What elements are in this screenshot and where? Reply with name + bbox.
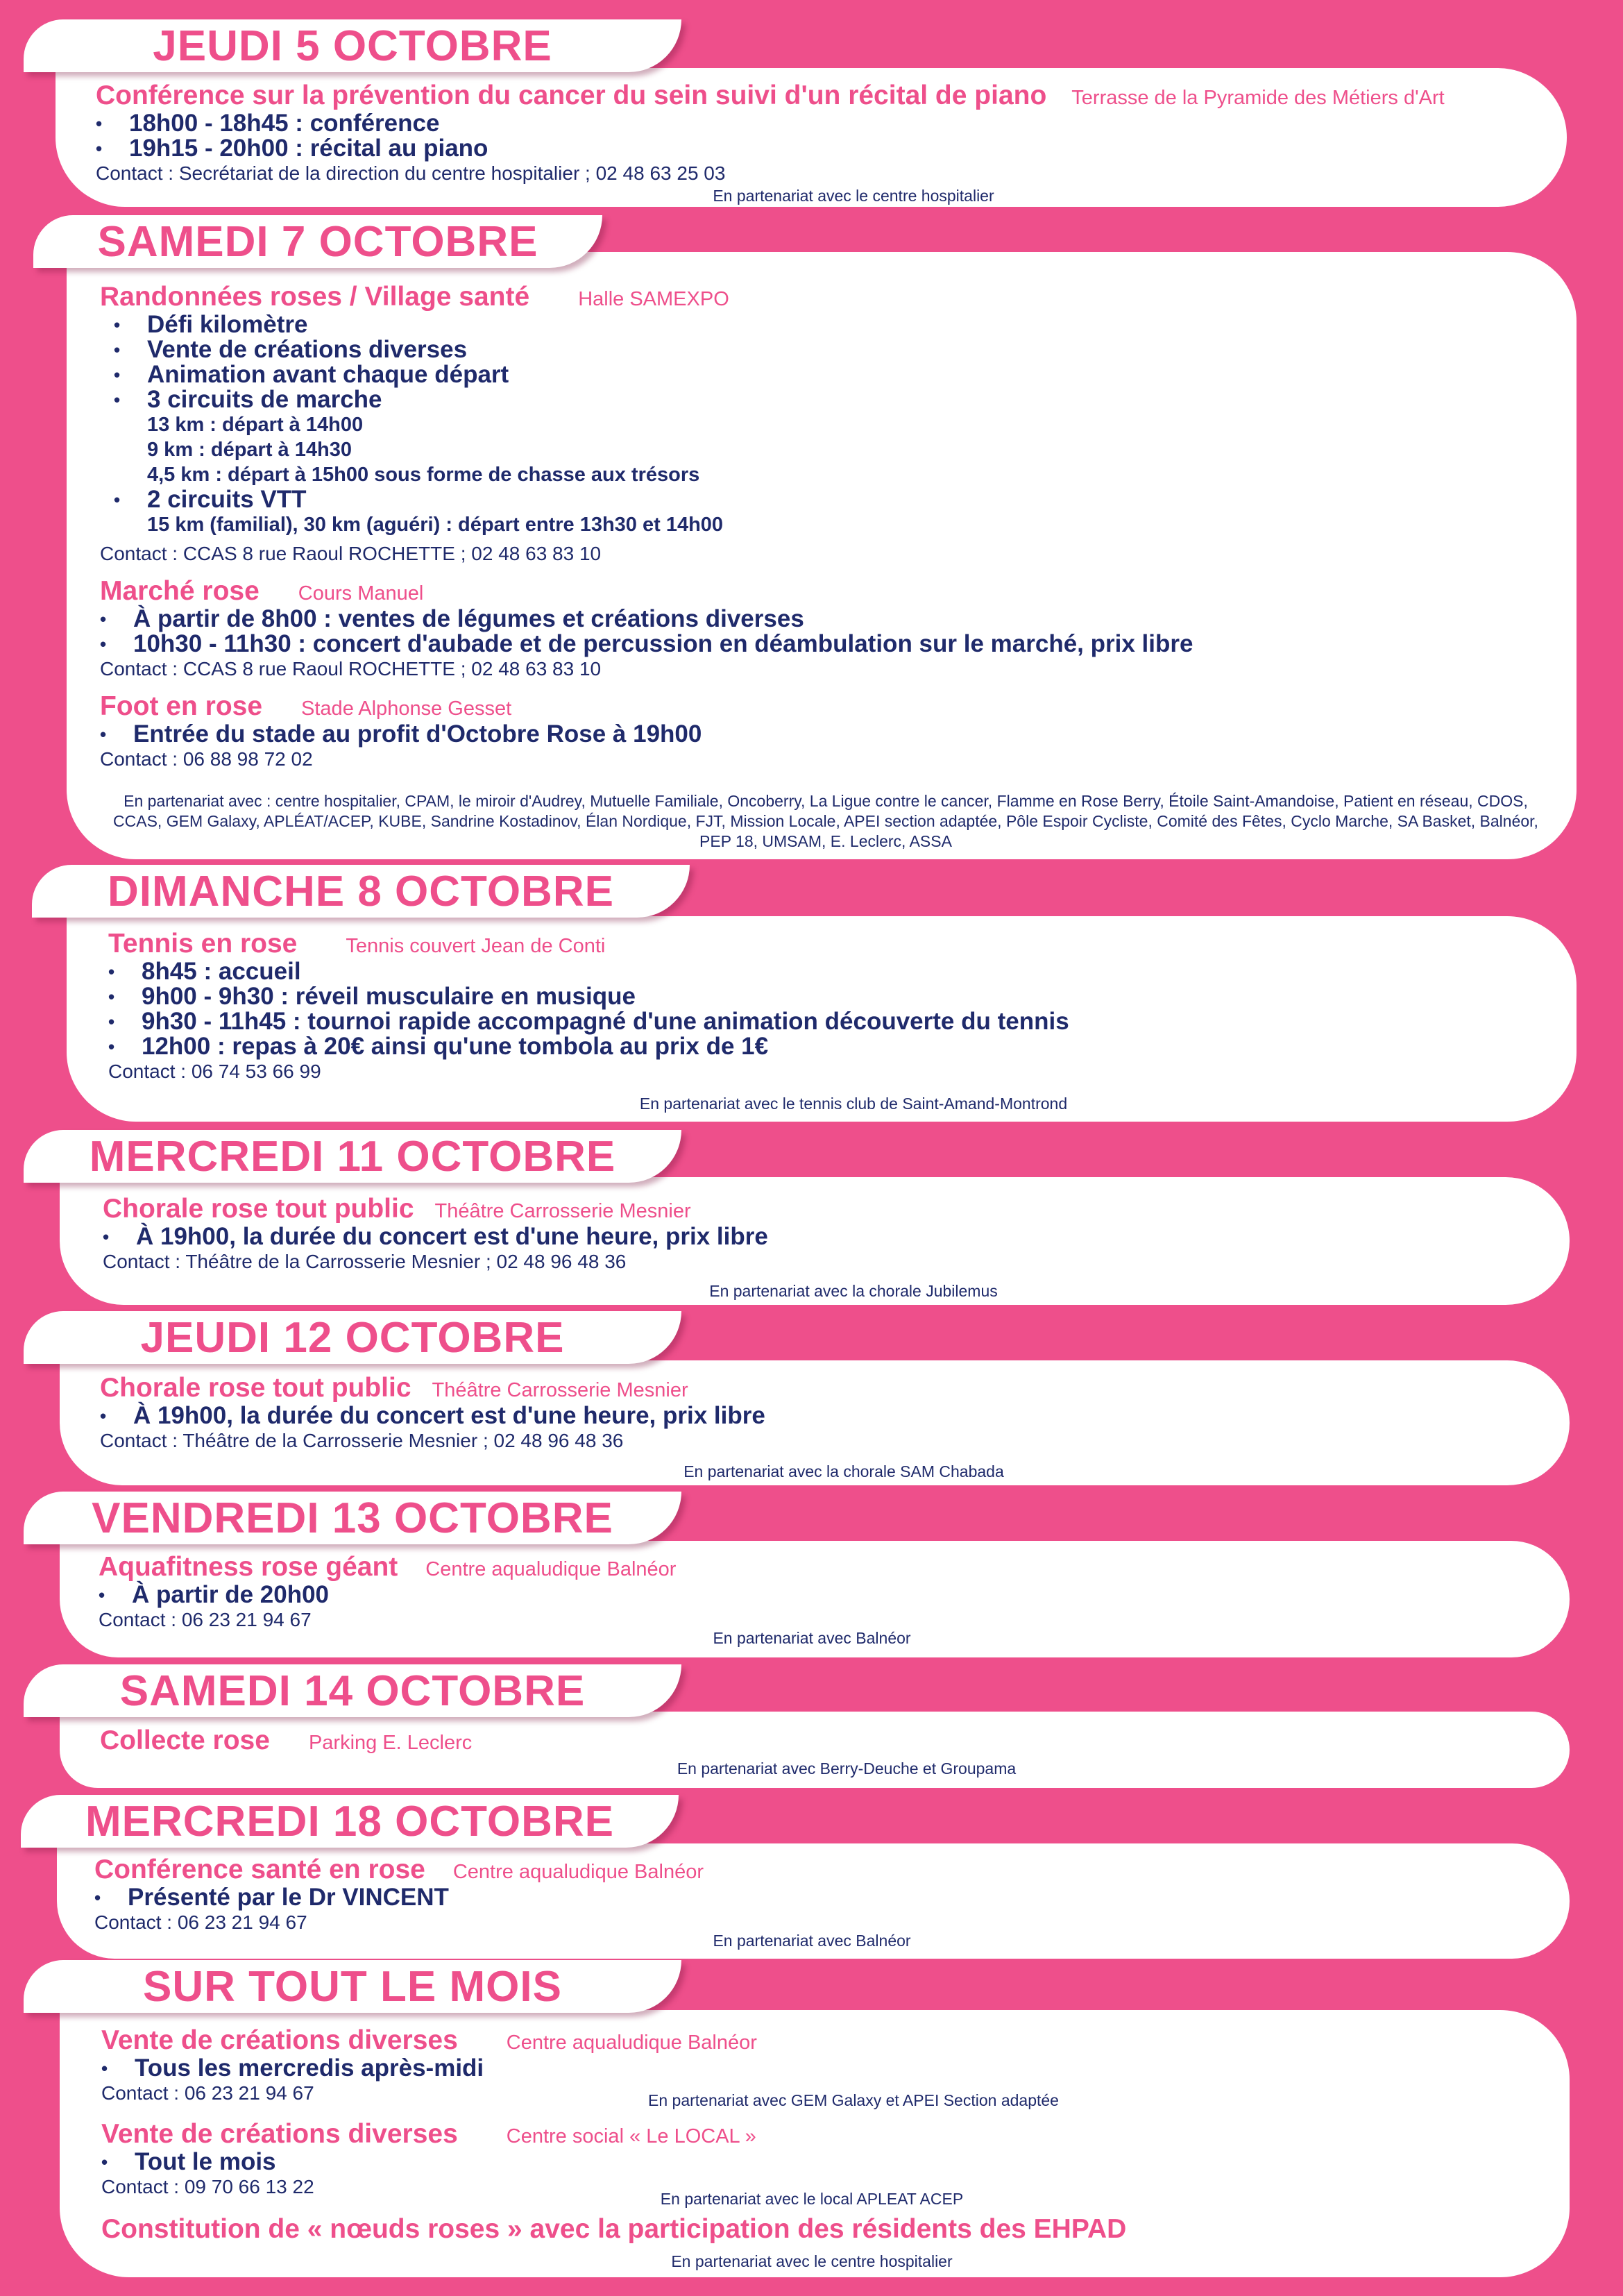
list-item: • Entrée du stade au profit d'Octobre Rose à 19h00 xyxy=(100,720,702,748)
list-item: • 3 circuits de marche xyxy=(114,386,382,413)
walk-circuit: 13 km : départ à 14h00 xyxy=(147,414,364,436)
list-item: • 8h45 : accueil xyxy=(108,958,301,985)
partner-text: En partenariat avec Balnéor xyxy=(713,1932,911,1950)
partner-text: En partenariat avec : centre hospitalier, CPAM, le miroir d'Audrey, Mutuelle Familiale, Oncoberry, La Ligue contre le cancer, Flamme en Rose Berry, Étoile Saint-Amandoise, Patient en réseau, CDOS, CCAS, GEM Galaxy, APLÉAT/ACEP, KUBE, Sandrine Kostadinov, Élan Nordique, FJT, Mission Locale, APEI section adaptée, Pôle Espoir Cycliste, Comité des Fêtes, Cyclo Marche, SA Basket, Balnéor, PEP 18, UMSAM, E. Leclerc, ASSA xyxy=(113,792,1538,850)
contact-text: Contact : CCAS 8 rue Raoul ROCHETTE ; 02 48 63 83 10 xyxy=(100,543,602,564)
partner-text: En partenariat avec Berry-Deuche et Groupama xyxy=(677,1759,1017,1778)
contact-text: Contact : 06 74 53 66 99 xyxy=(108,1061,321,1082)
walk-circuit: 9 km : départ à 14h30 xyxy=(147,439,352,461)
day-heading-d6: VENDREDI 13 OCTOBRE xyxy=(24,1492,681,1544)
list-item: • Tout le mois xyxy=(101,2148,276,2175)
day-heading-d5: JEUDI 12 OCTOBRE xyxy=(24,1311,681,1364)
partner-text: En partenariat avec le centre hospitalier xyxy=(713,187,994,205)
event-title: Chorale rose tout public Théâtre Carrosserie Mesnier xyxy=(103,1194,691,1224)
partner-text: En partenariat avec Balnéor xyxy=(713,1629,911,1647)
list-item: • 19h15 - 20h00 : récital au piano xyxy=(96,135,488,162)
event-location: Cours Manuel xyxy=(298,582,424,605)
list-item: • Tous les mercredis après-midi xyxy=(101,2054,484,2082)
list-item: • À 19h00, la durée du concert est d'une heure, prix libre xyxy=(103,1223,768,1250)
event-location: Stade Alphonse Gesset xyxy=(301,698,512,720)
day-heading-d2: SAMEDI 7 OCTOBRE xyxy=(33,215,602,268)
list-item: • Présenté par le Dr VINCENT xyxy=(94,1884,449,1911)
contact-text: Contact : Théâtre de la Carrosserie Mesnier ; 02 48 96 48 36 xyxy=(100,1430,624,1451)
day-heading-d4: MERCREDI 11 OCTOBRE xyxy=(24,1130,681,1183)
list-item: • 18h00 - 18h45 : conférence xyxy=(96,110,440,137)
contact-text: Contact : 09 70 66 13 22 xyxy=(101,2176,314,2197)
event-title: Conférence santé en rose Centre aqualudique Balnéor xyxy=(94,1855,704,1884)
partner-text: En partenariat avec le local APLEAT ACEP xyxy=(660,2190,964,2208)
day-heading-d1: JEUDI 5 OCTOBRE xyxy=(24,19,681,72)
event-title: Foot en rose Stade Alphonse Gesset xyxy=(100,691,512,721)
list-item: • À 19h00, la durée du concert est d'une heure, prix libre xyxy=(100,1402,765,1429)
day-heading-d7: SAMEDI 14 OCTOBRE xyxy=(24,1664,681,1717)
walk-circuit: 4,5 km : départ à 15h00 sous forme de chasse aux trésors xyxy=(147,464,700,486)
contact-text: Contact : 06 88 98 72 02 xyxy=(100,748,313,770)
event-location: Halle SAMEXPO xyxy=(578,288,729,310)
event-title: Vente de créations diverses Centre social « Le LOCAL » xyxy=(101,2119,756,2149)
list-item: • Défi kilomètre xyxy=(114,311,308,338)
partner-text: En partenariat avec la chorale SAM Chabada xyxy=(683,1462,1004,1480)
list-item: • À partir de 8h00 : ventes de légumes et créations diverses xyxy=(100,605,804,632)
day-heading-d8: MERCREDI 18 OCTOBRE xyxy=(21,1795,679,1848)
event-title: Randonnées roses / Village santé Halle SAMEXPO xyxy=(100,282,729,312)
event-title: Collecte rose Parking E. Leclerc xyxy=(100,1725,473,1755)
list-item: • Animation avant chaque départ xyxy=(114,361,509,388)
event-location: Centre social « Le LOCAL » xyxy=(506,2125,756,2147)
event-title: Conférence sur la prévention du cancer du sein suivi d'un récital de piano Terrasse de la Pyramide des Métiers d'Art xyxy=(96,81,1445,110)
day-heading-d9: SUR TOUT LE MOIS xyxy=(24,1960,681,2013)
event-title: Tennis en rose Tennis couvert Jean de Conti xyxy=(108,929,606,959)
partner-text: En partenariat avec la chorale Jubilemus xyxy=(709,1282,998,1300)
day-heading-d3: DIMANCHE 8 OCTOBRE xyxy=(32,865,690,918)
event-title: Aquafitness rose géant Centre aqualudique Balnéor xyxy=(99,1552,677,1582)
event-location: Centre aqualudique Balnéor xyxy=(506,2032,757,2054)
list-item: • 9h00 - 9h30 : réveil musculaire en musique xyxy=(108,983,636,1010)
vtt-detail: 15 km (familial), 30 km (aguéri) : départ entre 13h30 et 14h00 xyxy=(147,514,724,536)
contact-text: Contact : 06 23 21 94 67 xyxy=(94,1911,307,1933)
list-item: • 2 circuits VTT xyxy=(114,486,307,513)
contact-text: Contact : Secrétariat de la direction du centre hospitalier ; 02 48 63 25 03 xyxy=(96,162,726,184)
list-item: • 10h30 - 11h30 : concert d'aubade et de percussion en déambulation sur le marché, prix libre xyxy=(100,630,1193,657)
contact-text: Contact : 06 23 21 94 67 xyxy=(101,2082,314,2104)
event-location: Centre aqualudique Balnéor xyxy=(452,1861,704,1883)
list-item: • 12h00 : repas à 20€ ainsi qu'une tombola au prix de 1€ xyxy=(108,1033,769,1060)
event-title: Vente de créations diverses Centre aqualudique Balnéor xyxy=(101,2025,757,2055)
event-title: Chorale rose tout public Théâtre Carrosserie Mesnier xyxy=(100,1373,688,1403)
event-location: Terrasse de la Pyramide des Métiers d'Art xyxy=(1071,87,1445,109)
contact-text: Contact : Théâtre de la Carrosserie Mesnier ; 02 48 96 48 36 xyxy=(103,1251,627,1272)
contact-text: Contact : 06 23 21 94 67 xyxy=(99,1609,312,1630)
event-location: Parking E. Leclerc xyxy=(308,1732,473,1754)
event-location: Tennis couvert Jean de Conti xyxy=(346,935,606,957)
partner-text: En partenariat avec le centre hospitalier xyxy=(671,2252,953,2270)
event-title: Constitution de « nœuds roses » avec la participation des résidents des EHPAD xyxy=(101,2214,1127,2244)
event-location: Centre aqualudique Balnéor xyxy=(425,1558,677,1580)
list-item: • À partir de 20h00 xyxy=(99,1581,329,1608)
contact-text: Contact : CCAS 8 rue Raoul ROCHETTE ; 02 48 63 83 10 xyxy=(100,658,602,679)
event-location: Théâtre Carrosserie Mesnier xyxy=(432,1379,688,1401)
event-location: Théâtre Carrosserie Mesnier xyxy=(434,1200,691,1222)
event-title: Marché rose Cours Manuel xyxy=(100,576,424,606)
list-item: • 9h30 - 11h45 : tournoi rapide accompagné d'une animation découverte du tennis xyxy=(108,1008,1069,1035)
partner-text: En partenariat avec GEM Galaxy et APEI Section adaptée xyxy=(648,2091,1059,2109)
partner-text: En partenariat avec le tennis club de Saint-Amand-Montrond xyxy=(639,1095,1068,1113)
list-item: • Vente de créations diverses xyxy=(114,336,468,363)
